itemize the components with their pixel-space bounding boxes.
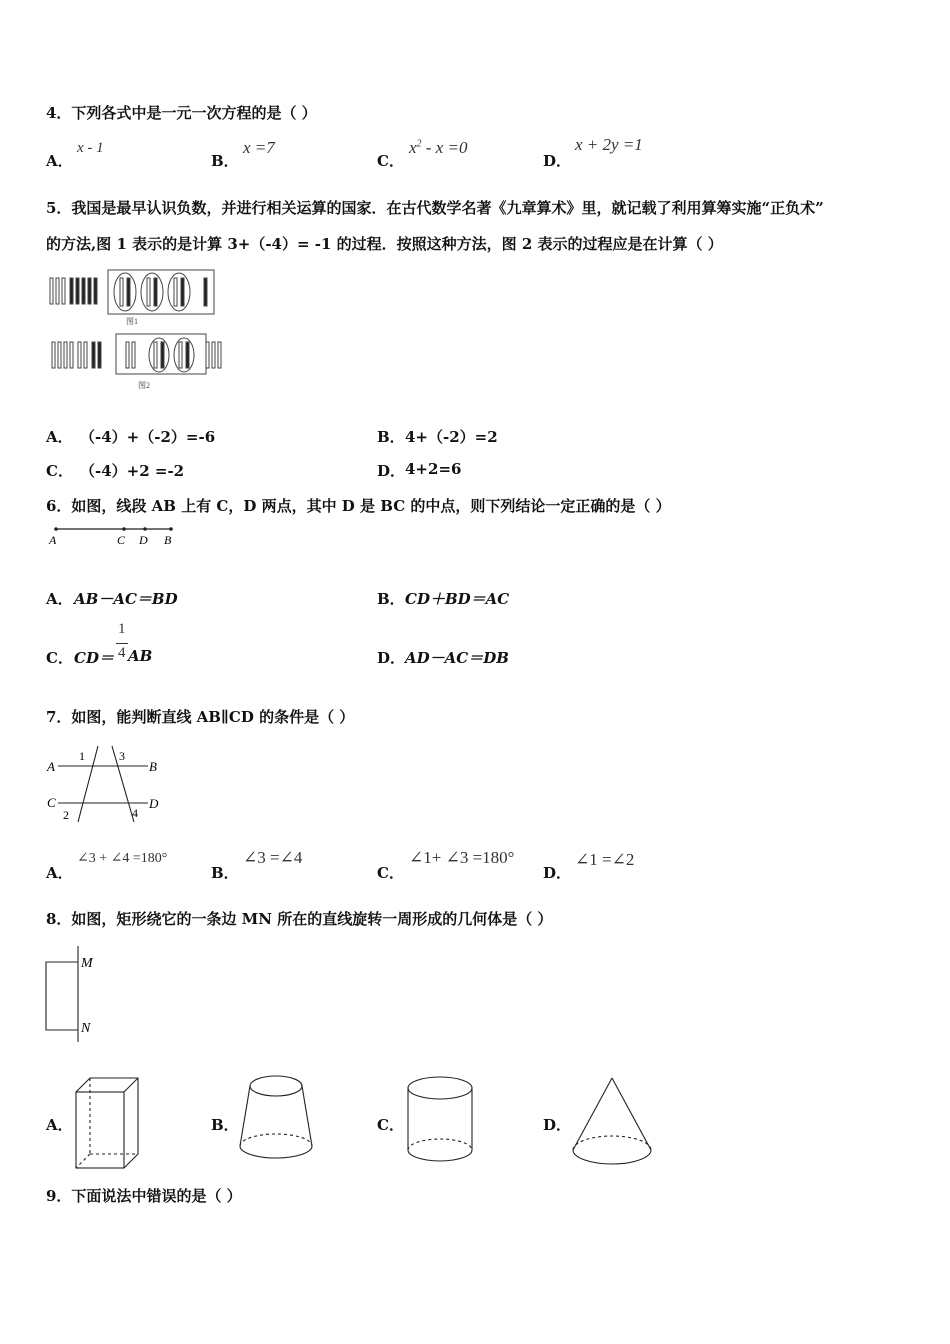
q7-option-a-math: ∠3 + ∠4 =180° [77,851,168,866]
fig2-caption: 图2 [138,381,150,390]
q8-stem: 8．如图，矩形绕它的一条边 MN 所在的直线旋转一周形成的几何体是（ ） [46,910,553,928]
q8-option-b-frustum-figure [236,1072,316,1168]
label-d: D [139,533,148,547]
q8-option-a-prism-figure [72,1074,144,1172]
q5-counting-rods-figure [44,266,234,396]
fig1-box [108,270,214,314]
q6-option-d-letter[interactable]: D． [377,649,406,667]
q5-stem-line1: 5．我国是最早认识负数，并进行相关运算的国家．在古代数学名著《九章算术》里，就记载了利用算筹实施“正负术” [46,199,824,217]
label-c: C [117,533,126,547]
fig2-left-rods [52,342,101,368]
angle-4-label: 4 [132,806,138,820]
q7-option-d-math: ∠1 =∠2 [575,850,635,869]
q4-option-d-letter[interactable]: D． [543,152,572,170]
q4-stem: 4．下列各式中是一元一次方程的是（ ） [46,104,317,122]
q5-stem-line2: 的方法,图 1 表示的是计算 3+（-4）= -1 的过程．按照这种方法，图 2 表示的过程应是在计算（ ） [46,235,723,253]
q5-option-b-letter[interactable]: B． [377,428,405,446]
label-m: M [81,956,93,971]
q6-stem: 6．如图，线段 AB 上有 C，D 两点，其中 D 是 BC 的中点，则下列结论一定正确的是（ ） [46,497,671,515]
label-d: D [149,796,159,811]
q8-rectangle-axis-figure [40,944,110,1044]
q7-option-c-math: ∠1+ ∠3 =180° [409,848,515,867]
point-c [122,527,126,531]
q4-option-a-math: x - 1 [77,140,104,156]
q6-option-c-pre: CD＝ [74,649,114,667]
angle-1-label: 1 [79,749,85,763]
label-a: A [47,759,55,774]
q5-option-a-text: （-4）+（-2）=-6 [80,428,216,446]
q6-option-c-denominator: 4 [118,645,126,661]
q7-option-a-letter[interactable]: A． [46,864,73,882]
q7-stem: 7．如图，能判断直线 AB∥CD 的条件是（ ） [46,708,355,726]
label-c: C [47,795,56,810]
q6-option-d-text: AD－AC＝DB [405,649,509,667]
angle-2-label: 2 [63,808,69,822]
q5-option-c-letter[interactable]: C． [46,462,73,480]
q4-option-b-letter[interactable]: B． [211,152,239,170]
q7-option-b-math: ∠3 =∠4 [243,848,303,867]
q6-option-c-fraction-bar [116,643,128,644]
q4-option-a-letter[interactable]: A． [46,152,73,170]
q8-option-d-cone-figure [567,1074,657,1168]
q6-option-c-post: AB [128,647,153,665]
q6-option-a-text: AB－AC＝BD [74,590,178,608]
q8-option-d-letter[interactable]: D． [543,1116,572,1134]
q6-option-b-letter[interactable]: B． [377,590,405,608]
q4-option-d-math: x + 2y =1 [575,135,643,154]
q7-parallel-lines-figure [44,740,174,830]
q6-option-b-text: CD＋BD＝AC [405,590,510,608]
q8-option-c-cylinder-figure [402,1074,478,1168]
fig1-caption: 图1 [126,317,138,326]
rectangle [46,962,78,1030]
q5-option-d-letter[interactable]: D． [377,462,406,480]
q8-option-c-letter[interactable]: C． [377,1116,404,1134]
q4-option-b-math: x =7 [243,138,275,157]
q8-option-a-letter[interactable]: A． [46,1116,73,1134]
q9-stem: 9．下面说法中错误的是（ ） [46,1187,242,1205]
q7-option-d-letter[interactable]: D． [543,864,572,882]
q5-option-d-text: 4+2=6 [405,460,462,478]
angle-3-label: 3 [119,749,125,763]
q4-option-c-math: $x^2 - x =0$ [409,138,468,157]
q6-option-c-numerator: 1 [118,621,126,637]
label-b: B [149,759,157,774]
q6-segment-figure [44,520,184,550]
point-b [169,527,173,531]
point-a [54,527,58,531]
q5-option-a-letter[interactable]: A． [46,428,73,446]
fig1-left-rods [50,278,97,304]
q5-option-c-text: （-4）+2 =-2 [80,462,185,480]
q6-option-c-letter[interactable]: C． [46,649,73,667]
q4-option-c-letter[interactable]: C． [377,152,404,170]
label-a: A [49,533,57,547]
q6-option-a-letter[interactable]: A． [46,590,73,608]
point-d [143,527,147,531]
label-n: N [81,1021,91,1036]
label-b: B [164,533,172,547]
q8-option-b-letter[interactable]: B． [211,1116,239,1134]
q5-option-b-text: 4+（-2）=2 [405,428,498,446]
q7-option-c-letter[interactable]: C． [377,864,404,882]
q7-option-b-letter[interactable]: B． [211,864,239,882]
